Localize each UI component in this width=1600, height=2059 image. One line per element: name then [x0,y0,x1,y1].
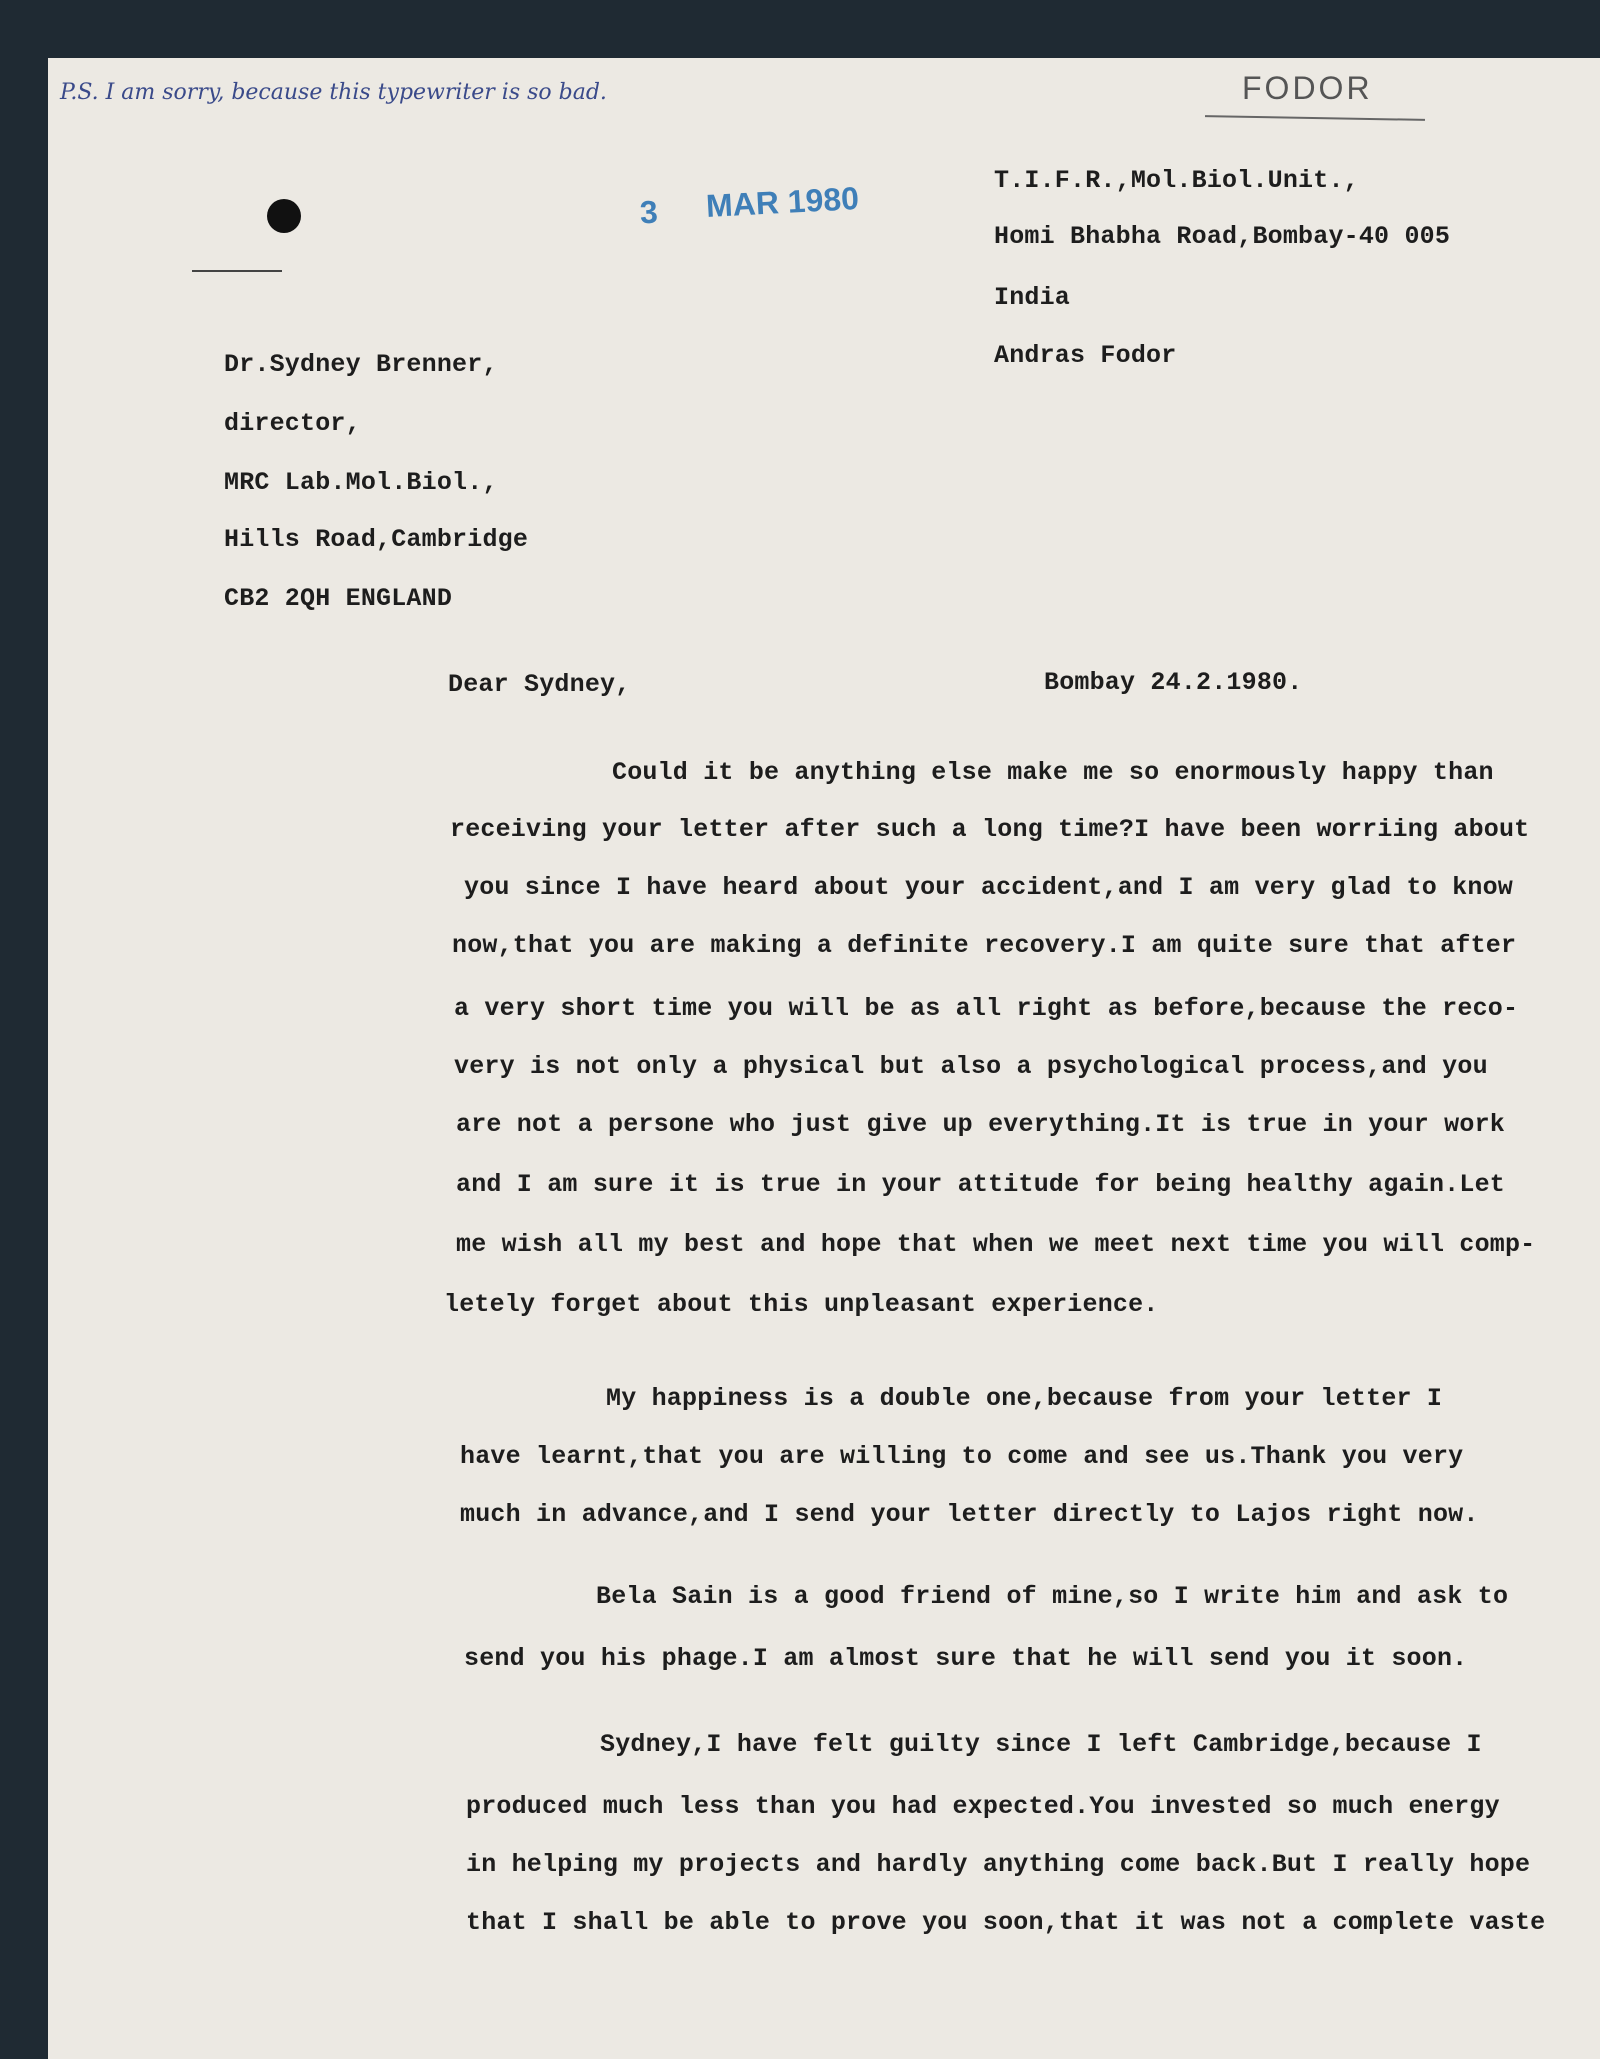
handwritten-postscript: P.S. I am sorry, because this typewriter is so bad. [60,80,607,105]
body-line: produced much less than you had expected.You invested so much energy [466,1792,1500,1821]
sender-address-line: Homi Bhabha Road,Bombay-40 005 [994,222,1451,251]
body-line: you since I have heard about your accident,and I am very glad to know [464,873,1513,902]
body-line: Bela Sain is a good friend of mine,so I write him and ask to [596,1582,1509,1611]
sender-name: Andras Fodor [994,341,1177,370]
filing-name-note: FODOR [1242,70,1373,106]
body-line: send you his phage.I am almost sure that he will send you it soon. [464,1644,1468,1673]
body-line: and I am sure it is true in your attitude for being healthy again.Let [456,1170,1505,1199]
body-line: Could it be anything else make me so enormously happy than [612,758,1494,787]
body-line: Sydney,I have felt guilty since I left Cambridge,because I [600,1730,1482,1759]
body-line: a very short time you will be as all right as before,because the reco- [454,994,1519,1023]
recipient-address-line: Dr.Sydney Brenner, [224,350,498,379]
body-line: in helping my projects and hardly anything come back.But I really hope [466,1850,1531,1879]
ink-blot [267,199,301,233]
body-line: that I shall be able to prove you soon,that it was not a complete vaste [466,1908,1546,1937]
recipient-address-line: Hills Road,Cambridge [224,525,529,554]
body-line: letely forget about this unpleasant experience. [444,1290,1159,1319]
body-line: me wish all my best and hope that when we meet next time you will comp- [456,1230,1536,1259]
body-line: much in advance,and I send your letter directly to Lajos right now. [460,1500,1479,1529]
date-stamp-day: 3 [639,193,659,231]
letter-date: Bombay 24.2.1980. [1044,668,1303,697]
body-line: have learnt,that you are willing to come and see us.Thank you very [460,1442,1464,1471]
salutation: Dear Sydney, [448,670,631,699]
body-line: very is not only a physical but also a psychological process,and you [454,1052,1488,1081]
pencil-mark [192,270,282,272]
recipient-address-line: CB2 2QH ENGLAND [224,584,453,613]
recipient-address-line: MRC Lab.Mol.Biol., [224,468,498,497]
recipient-address-line: director, [224,409,361,438]
body-line: My happiness is a double one,because from your letter I [606,1384,1443,1413]
sender-address-line: T.I.F.R.,Mol.Biol.Unit., [994,166,1359,195]
sender-address-line: India [994,283,1071,312]
body-line: are not a persone who just give up everything.It is true in your work [456,1110,1505,1139]
body-line: receiving your letter after such a long time?I have been worriing about [450,815,1530,844]
body-line: now,that you are making a definite recovery.I am quite sure that after [452,931,1517,960]
date-stamp-month-year: MAR 1980 [705,180,860,224]
